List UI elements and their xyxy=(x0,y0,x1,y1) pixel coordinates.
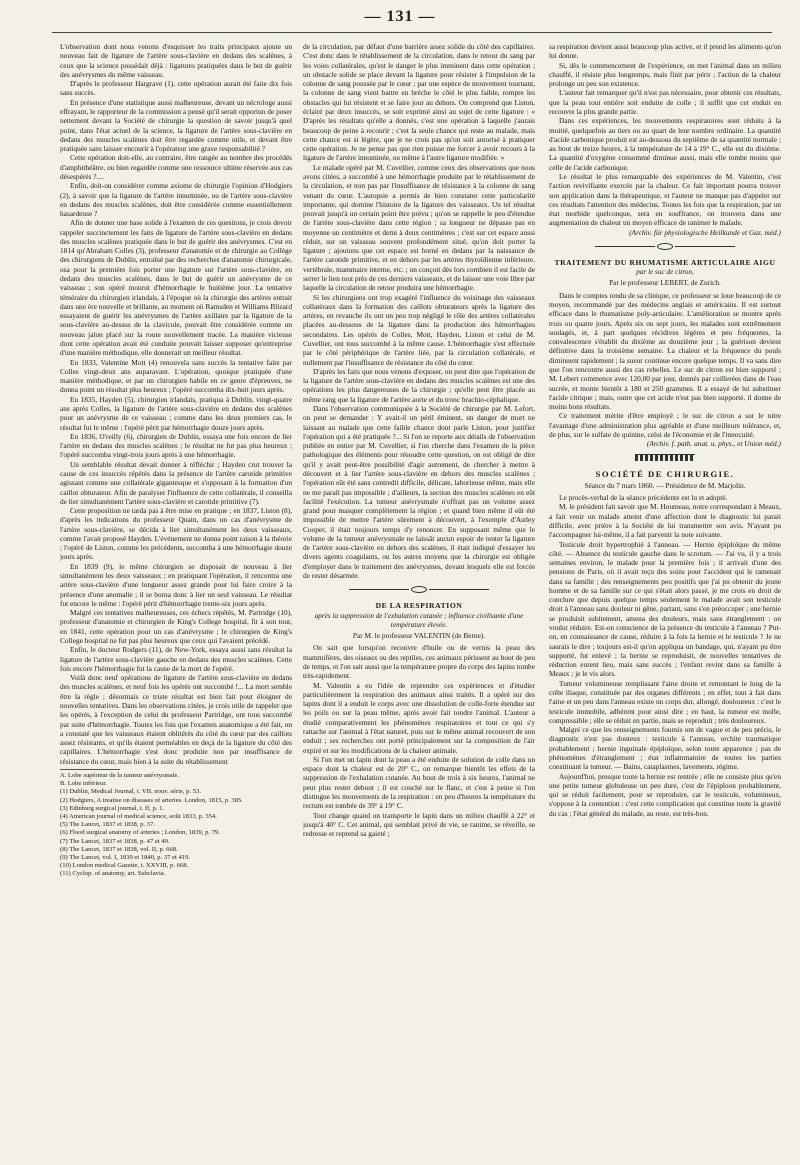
section-separator xyxy=(549,241,781,255)
paragraph: L'observation dont nous venons d'esquisser les traits principaux ajoute un nouveau fait de ligature de l'artère sous-clavière en dedans des scalènes, à ceux que la science possédait déjà : ligatures pratiquées dans le but de guérir des anévrysmes du même vaisseau. xyxy=(60,42,292,79)
paragraph: En 1836, O'reilly (6), chirurgien de Dublin, essaya une fois encore de lier l'artère en dedans des muscles scalènes ; le résultat ne fut pas plus heureux ; l'opéré succomba vingt-trois jours après à une hémorrhagie. xyxy=(60,431,292,460)
society-title: SOCIÉTÉ DE CHIRURGIE. xyxy=(595,468,735,479)
section-author: Par le professeur LEBERT, de Zurich. xyxy=(609,278,721,288)
footnote: B. Lobe inférieur. xyxy=(60,780,107,788)
header-rule xyxy=(52,32,772,33)
footnote: (3) Edinburg surgical journal, t. ff, p. 1. xyxy=(60,804,165,812)
session-line: Séance du 7 mars 1860. — Présidence de M. Marjolin. xyxy=(584,480,746,490)
section-subtitle: après la suppression de l'exhalation cutanée ; influence civilisante d'une température élevée. xyxy=(314,611,524,629)
section-title: TRAITEMENT DU RHUMATISME ARTICULAIRE AIGU xyxy=(554,257,776,267)
paragraph: Malgré ce que les renseignements fournis ont de vague et de peu précis, le diagnostic n'est pas douteux : testicule à l'anneau, orchite traumatique probablement ; hernie inguinale épiploïque, selon toute apparence ; pas de phénomènes d'étranglement ; état inflammatoire de toutes les parties constituant la tumeur. — Bains, cataplasmes, lavements, régime. xyxy=(549,725,781,772)
paragraph: On sait que lorsqu'on recouvre d'huile ou de vernis la peau des mammifères, des oiseaux ou des reptiles, ces animaux périssent au bout de peu de temps, et l'on sait aussi que la température propre du corps des lapins tombe très-rapidement. xyxy=(303,643,535,681)
footnote: (6) Flood surgical anatomy of arteries ; London, 1839, p. 79. xyxy=(60,829,220,837)
paragraph: En 1835, Hayden (5), chirurgien irlandais, pratiqua à Dublin, vingt-quatre ans après Colles, la ligature de l'artère sous-clavière en dedans des scalènes pour un anévrysme de ce vaisseau ; comme dans les deux premiers cas, le résultat fut le même : l'opéré périt par hémorrhagie douze jours après. xyxy=(60,394,292,432)
footnote: (2) Hodgiers, A treatise on diseases of arteries. London, 1815, p. 385. xyxy=(60,796,243,804)
footnote: (10) London medical Gazette, t. XXVIII, p. 668. xyxy=(60,862,189,870)
section-separator xyxy=(549,453,781,467)
footnote: (1) Dublin, Medical Journal, t. VII, nouv. série, p. 53. xyxy=(60,788,202,796)
paragraph: Dans le comptes rendu de sa clinique, ce professeur se loue beaucoup de ce moyen, recommandé par des médecins anglais et américains. Il est surtout efficace dans le rhumatisme poly-articulaire. L'amélioration se montre après trois ou quatre jours. Après six ou sept jours, les malades sont extrêmement soulagés, et, à part quelques récidives légères et peu fréquentes, la convalescence s'établit du dixième au douzième jour ; la guérison devient définitive dans la troisième semaine. La chaleur et la fréquence du pouls diminuent rapidement ; la sueur continue encore quelque temps. Il va sans dire que l'on rencontre aussi des cas rebelles. Le suc de citron est bien supporté ; M. Lebert commence avec 120,00 par jour, donnés par cuillerées dans de l'eau sucrée, et monte bientôt à 180 et 250 grammes. Il a essayé de lui substituer l'acide citrique ; mais, outre que cet acide n'est pas bien supporté, il donne de moins bons résultats. xyxy=(549,290,781,412)
paragraph: M. Valentin a eu l'idée de reprendre ces expériences et d'étudier particulièrement la respiration des animaux ainsi traités. Il a opéré sur des lapins dont il a enduit le corps avec une dissolution de colle-forte étendue sur les poils ou sur la peau même, après avoir fait tondre l'animal. L'auteur a étudié comparativement les phénomènes respiratoires et tout ce qui s'y rattache sur l'animal à l'état naturel, puis sur le même animal recouvert de son enduit ; ses recherches ont porté principalement sur la composition de l'air expiré et sur les modifications de la chaleur animale. xyxy=(303,680,535,755)
footnote: (9) The Lancet, vol. I, 1839 et 1840, p. 37 et 419. xyxy=(60,853,191,861)
paragraph: Si l'on met un lapin dont la peau a été enduite de solution de colle dans un espace dont la chaleur est de 20° C., on remarque bientôt les effets de la suppression de l'exhalation cutanée. Au bout de trois à six heures, l'animal ne peut plus rester debout ; il est couché sur le flanc, et c'est à peine si l'on distingue les mouvements de la respiration : en peu d'heures la température du rectum est tombée de 39° à 19° C. xyxy=(303,754,535,811)
footnote: (8) The Lancet, 1837 et 1838, vol. II, p. 668. xyxy=(60,845,178,853)
paragraph: D'après les faits que nous venons d'exposer, on peut dire que l'opération de la ligature de l'artère sous-clavière en dedans des muscles scalènes est une des opérations les plus dangereuses de la chirurgie ; qu'elle peut être placée au même rang que la ligature de l'artère aorte et du tronc brachio-céphalique. xyxy=(303,366,535,404)
column-middle xyxy=(303,42,535,1150)
paragraph: Enfin, le docteur Rodgers (11), de New-York, essaya aussi sans résultat la ligature de l'artère sous-clavière gauche en dedans des muscles scalènes. Cette fois encore l'hémorrhagie fut la cause de la mort de l'opéré. xyxy=(60,645,292,673)
paragraph: Ce traitement mérite d'être employé ; le suc de citron a sur le nitre l'avantage d'une administration plus agréable et d'une meilleure tolérance, et, de plus, sur le sulfate de quinine, celui de l'économie et de l'innocuité. xyxy=(549,411,781,439)
footnote: (4) American journal of medical science, août 1833, p. 354. xyxy=(60,812,217,820)
paragraph: Le résultat le plus remarquable des expériences de M. Valentin, c'est l'action revivifiante exercée par la chaleur. Ce fait important pourra trouver son application dans la thérapeutique, et l'auteur ne manque pas d'appeler sur ces résultats l'attention des médecins. Toutes les fois que la respiration, par un état morbide quelconque, sera en souffrance, on trouvera dans une augmentation de chaleur un moyen efficace de ranimer le malade. xyxy=(549,171,781,228)
paragraph: Testicule droit hypertrophié à l'anneau. — Hernie épiploïque du même côté. — Absence du testicule gauche dans le scrotum. — J'ai vu, il y a trois semaines environ, le malade pour la première fois ; il arrivait d'une des pensions de Paris, où il avait reçu des soins pour l'accident qui le ramenait dans sa famille ; des renseignements peu positifs que j'ai pu obtenir du jeune homme et de sa famille sur ce qui s'était alors passé, je me crois en droit de conclure que depuis quelque temps seulement le malade avait son testicule droit à l'anneau sans douleur ni gêne, partant, sans s'en préoccuper ; une hernie se produisit subitement, amena des douleurs, mais sans étranglement : on voulut réduire. Est-on conscience de la présence du testicule à l'anneau ? Put-on, en connaissance de cause, réduire à la fois la hernie et le testicule ? Je ne saurais le dire ; toujours est-il qu'on appliqua un bandage, qui, n'ayant pu être supporté, fut enlevé ; la hernie se reproduisit, de nouvelles tentatives de réduction eurent lieu, mais sans succès ; l'enfant revint dans sa famille à Meaux ; je le vis alors. xyxy=(549,539,781,679)
paragraph: Le procès-verbal de la séance précédente est lu et adopté. xyxy=(559,493,728,503)
paragraph: En 1839 (9), le même chirurgien se disposait de nouveau à lier simultanément les deux vaisseaux ; en pratiquant l'opération, il rencontra une artère sous-clavière d'une longueur assez grande pour lui faire croire à la présence d'une anomalie ; il se borna donc à lier un seul vaisseau. Le résultat fut encore le même : l'opéré périt d'hémorrhagie trente-six jours après. xyxy=(60,561,292,608)
paragraph: Malgré ces tentatives malheureuses, ces échecs répétés, M. Partridge (10), professeur d'anatomie et chirurgien de King's College hospital, fit à son tour, en 1841, cette opération pour un cas d'anévrysme ; le chirurgien de King's College hospital ne fut pas plus heureux que ceux qui l'avaient précédé. xyxy=(60,608,292,645)
paragraph: Enfin, doit-on considérer comme axiome de chirurgie l'opinion d'Hodgiers (2), à savoir que la ligature de l'artère innominée, ou de l'artère sous-clavière en dedans des muscles scalènes, doit être considérée comme essentiellement hasardeuse ? xyxy=(60,181,292,219)
paragraph: D'après le professeur Hargrave (1), cette opération aurait été faite dix fois sans succès. xyxy=(60,79,292,98)
paragraph: Le malade opéré par M. Cuvellier, comme ceux des observations que nous avons citées, a succombé à une hémorrhagie produite par le rétablissement de la circulation, et non pas par l'insuffisance de résistance à la colonne de sang venant du cœur. L'autopsie a permis de bien constater cette particularité importante, qui domine l'histoire de la ligature des vaisseaux. Un tel résultat pouvait jusqu'à un certain point être prévu ; qu'on se rappelle le peu d'étendue de l'artère sous-clavière dans cette région ; sa longueur ne dépasse pas en moyenne un centimètre et demi à deux centimètres ; c'est sur cet espace aussi réduit, sur un vaisseau souvent profondément situé, qu'on doit porter la ligature ; ajoutons que cet espace est borné en dedans par la naissance de l'artère carotide primitive, et en dehors par les artères thyroïdienne inférieure, vertébrale, mammaire interne, etc. ; on conçoit dès lors combien il est facile de serrer le lien tout près de ces derniers vaisseaux, et de laisser une voie libre par laquelle la circulation de retour produira une hémorrhagie. xyxy=(303,162,535,293)
paragraph: L'auteur fait remarquer qu'il n'est pas nécessaire, pour obtenir ces résultats, que la peau tout entière soit enduite de colle ; il suffit que cet enduit en recouvre la plus grande partie. xyxy=(549,88,781,116)
column-left xyxy=(60,42,292,1150)
paragraph: de la circulation, par défaut d'une barrière assez solide du côté des capillaires. C'est donc dans le rétablissement de la circulation, dans le retour du sang par les voies collatérales, qu'est le danger le plus imminent dans cette opération ; un obstacle solide se place devant la ligature pour résister à l'impulsion de la colonne de sang poussée par le cœur ; par une espèce de mouvement tournant, la colonne de sang vient battre en brèche le côté le plus faible, rompre les obstacles qui lui résistent et se faire jour au dehors. On comprend que Liston, éclairé par deux insuccès, se soit exprimé ainsi au sujet de cette ligature : « D'après les résultats qu'elle a donnés, c'est une opération à laquelle j'aurais beaucoup de peine à recourir ; c'est la seule chance qui reste au malade, mais cette chance est si légère, que je ne crois pas qu'on soit autorisé à pratiquer cette opération. Je ne pense pas que rien puisse me forcer à avoir recours à la ligature de l'artère innominée, ou même à l'autre ligature modifiée. » xyxy=(303,42,535,163)
paragraph: Si, dès le commencement de l'expérience, on met l'animal dans un milieu chauffé, il résiste plus longtemps, mais finit par périr ; l'action de la chaleur prolonge un peu son existence. xyxy=(549,60,781,89)
paragraph: Dans ces expériences, les mouvements respiratoires sont réduits à la moitié, quelquefois au tiers ou au quart de leur nombre ordinaire. La quantité d'acide carbonique produit est au-dessous du septième de sa quantité normale ; au bout de treize heures, à la température de 14 à 19° C., elle est du dixième. La quantité d'oxygène consommé diminue aussi, mais elle tombe moins que celle de l'acide carbonique. xyxy=(549,116,781,172)
page-number: — 131 — xyxy=(364,8,436,25)
footnotes xyxy=(60,772,292,879)
paragraph: Voilà donc neuf opérations de ligature de l'artère sous-clavière en dedans des muscles scalènes, et neuf fois les opérés ont succombé !... La mort semble être la règle ; désormais ce triste résultat est bien fait pour éloigner de nouvelles tentatives. Dans les observations citées, je crois utile de rappeler que les opérés, à l'exception de celui du professeur Partridge, ont tous succombé par suite d'hémorrhagie. Toutes les fois que l'examen anatomique a été fait, on a constaté que les vaisseaux étaient oblitérés du côté du cœur par des caillots assez résistants, et qu'ils étaient perméables en deçà de la ligature du côté des capillaires. L'hémorrhagie s'est donc produite non par insuffisance de résistance du cœur, mais bien à la suite du rétablissement xyxy=(60,673,292,766)
paragraph: Tumeur volumineuse remplissant l'aine droite et remontant le long de la crête iliaque, constituée par des organes différents ; en effet, tout à fait dans l'aine et un peu dans l'anneau existe un corps dur, allongé, douloureux : c'est le testicule immobile, adhérent pour ainsi dire ; en haut, la tumeur est molle, compressible ; elle se réduit en partie, mais se reproduit ; très douloureux. xyxy=(549,678,781,725)
column-right xyxy=(549,42,781,1150)
section-title: DE LA RESPIRATION xyxy=(375,601,463,611)
paragraph: Afin de donner une base solide à l'examen de ces questions, je crois devoir rappeler succinctement les faits de ligature de l'artère sous-clavière en dedans des muscles scalènes pratiquée dans le but de guérir des anévrysmes. C'est en 1814 qu'Abraham Colles (3), professeur d'anatomie et de chirurgie au Collège des chirurgiens de Dublin, entraîné par des recherches d'anatomie chirurgicale, osa pour la première fois porter une ligature sur l'artère sous-clavière, en dedans des muscles scalènes, dans le but de guérir un anévrysme de ce vaisseau ; son opéré mourut d'hémorrhagie le huitième jour. La tentative téméraire du chirurgien irlandais, à l'époque où la chirurgie des artères entrait dans une ère nouvelle et brillante, au moment où Ramsden et Williams Blizard essayaient de guérir les anévrysmes de l'artère axillaire par la ligature de la sous-clavière au-dessus de la clavicule, pouvait être considérée comme un nouveau jalon placé sur la route nouvellement tracée. La manière vicieuse dont cette opération avait été conduite pouvait laisser supposer qu'entreprise d'une manière méthodique, elle donnerait un meilleur résultat. xyxy=(60,218,292,358)
section-subtitle: par le suc de citron, xyxy=(636,268,694,277)
paragraph: Si les chirurgiens ont trop exagéré l'influence du voisinage des vaisseaux collatéraux dans la formation des caillots obturateurs après la ligature des artères, en revanche ils ont un peu trop négligé le rôle des artères collatérales placées au-dessous de la ligature dans la production des hémorrhagies secondaires. Les opérés de Colles, Mott, Hayden, Liston et celui de M. Cuvellier, ont tous succombé à la même cause. L'hémorrhagie s'est effectuée par le côté périphérique de l'artère liée, par la circulation collatérale, et nullement par l'insuffisance de résistance du côté du cœur. xyxy=(303,292,535,367)
section-separator xyxy=(303,584,535,598)
section-author: Par M. le professeur VALENTIN (de Berne). xyxy=(352,631,486,641)
paragraph: Cette proposition ne tarda pas à être mise en pratique ; en 1837, Liston (8), d'après les indications du professeur Quain, dans un cas d'anévrysme de l'artère sous-clavière, se décida à lier simultanément les deux vaisseaux, comme l'avait proposé Hayden. L'événement ne donna point raison à la théorie ; l'opéré de Liston, comme les précédents, succomba à une hémorrhagie douze jours après. xyxy=(60,506,292,562)
footnote-rule xyxy=(60,769,120,770)
source-note: (Archiv. für physiologische Heilkunde et Gaz. méd.) xyxy=(629,227,781,237)
paragraph: En 1833, Valentine Mott (4) renouvela sans succès la tentative faite par Colles vingt-deux ans auparavant. L'opération, quoique pratiquée d'une manière méthodique, et par un chirurgien habile en ce genre d'épreuves, ne donna point un résultat plus heureux ; l'opéré succomba dix-huit jours après. xyxy=(60,357,292,395)
paragraph: En présence d'une statistique aussi malheureuse, devant un nécrologe aussi effrayant, le rapporteur de la commission a pensé qu'il serait opportun de poser nettement devant la Société de chirurgie la question de savoir jusqu'à quel point, dans l'état actuel de la science, la ligature de l'artère sous-clavière en dedans des muscles scalènes doit être regardée comme utile, et devant être pratiquée sans laisser encourir à l'opérateur une grave responsabilité ? xyxy=(60,97,292,154)
paragraph: sa respiration devient aussi beaucoup plus active, et il prend les aliments qu'on lui donne. xyxy=(549,42,781,61)
paragraph: M. le président fait savoir que M. Houmeau, notre correspondant à Meaux, a fait venir un malade atteint d'une affection dont le diagnostic lui parait difficile, avec prière à la Société de lui transmettre son avis. N'ayant pu l'accompagner lui-même, il a fait parvenir la note suivante. xyxy=(549,502,781,540)
footnote: (11) Cyclop. of anatomy, art. Subclavia. xyxy=(60,870,166,878)
paragraph: Cette opération doit-elle, au contraire, être rangée au nombre des procédés d'amphithéâtre, ou bien regardée comme une ressource ultime réservée aux cas désespérés ?.... xyxy=(60,153,292,181)
paragraph: Un semblable résultat devait donner à réfléchir ; Hayden crut trouver la cause de ces insuccès répétés dans la présence de l'artère carotide primitive agissant comme une collatérale gigantesque et s'opposant à la formation d'un caillot obturateur. Afin de paralyser l'influence de cette collatérale, il conseilla de lier simultanément l'artère sous-clavière et carotide primitive (7). xyxy=(60,459,292,506)
footnote: (5) The Lancet, 1837 et 1838, p. 37. xyxy=(60,821,155,829)
footnote: (7) The Lancet, 1837 et 1838, p. 47 et 49. xyxy=(60,837,170,845)
source-note: (Archiv. f. path. anat. u. phys., et Union méd.) xyxy=(646,439,781,449)
paragraph: Aujourd'hui, presque toute la hernie est rentrée ; elle ne consiste plus qu'en une petite tumeur globuleuse un peu dure, c'est de l'épiploon probablement, qui se réduit facilement, pour se reproduire, car le testicule, volumineux, s'oppose à la contention : c'est cette complication qui constitue toute la gravité du cas ; l'état général du malade, au reste, est très-bon. xyxy=(549,771,781,818)
paragraph: Dans l'observation communiquée à la Société de chirurgie par M. Lefort, on peut se demander : Y avait-il un péril éminent, un danger de mort ne laissant au malade que cette faible chance dont parle Liston, pour justifier l'opération qui a été pratiquée ?... Si l'on se reporte aux détails de l'observation publiée en entier par M. Cuvellier, si l'on cherche dans l'examen de la pièce pathologique des éléments pour résoudre cette question, on est obligé de dire qu'il y avait peut-être possibilité d'agir autrement, de chercher à mettre à découvert et à lier l'artère sous-clavière en dehors des muscles scalènes ; l'opération eût été sans contredit difficile, délicate, laborieuse même, mais elle ne me paraît pas impossible ; d'ailleurs, la section des muscles scalènes en eût facilité l'exécution. La tumeur anévrysmale n'offrait pas un volume assez grand pour masquer complètement la région ; et quand bien même il eût été impossible de mettre l'artère sûrement à découvert, à l'exemple d'Astley Cooper, il était toujours temps d'y renoncer. En supposant même que le volume de la tumeur anévrysmale ne laissât aucun espoir de tenter la ligature de l'artère sous-clavière en dehors des scalènes, il était indiqué d'essayer les divers agents coagulants, ou les autres moyens que la chirurgie est obligée d'employer dans le traitement des anévrysmes, devant lesquels elle est forcée de rester désarmée. xyxy=(303,403,535,581)
paragraph: Tout change quand on transporte le lapin dans un milieu chauffé à 22° et jusqu'à 40° C. Cet animal, qui semblait privé de vie, se ranime, se réveille, se redresse et reprend sa gaieté ; xyxy=(303,810,535,839)
footnote: A. Lobe supérieur de la tumeur anévrysmale. xyxy=(60,771,180,779)
